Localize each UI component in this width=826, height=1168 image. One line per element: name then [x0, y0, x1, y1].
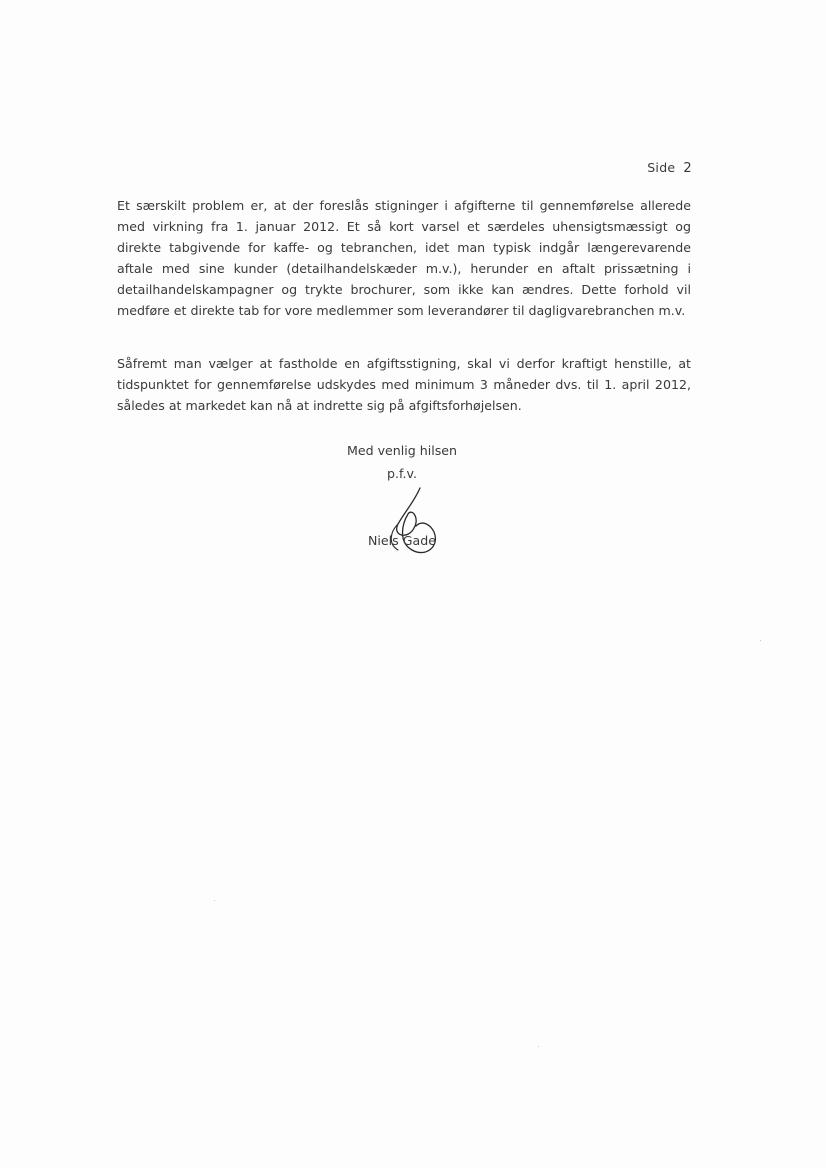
- handwritten-signature: [368, 480, 448, 560]
- scan-speck: [538, 1046, 539, 1047]
- scan-speck: [760, 640, 761, 641]
- scan-speck: [214, 900, 215, 901]
- page-label: Side: [647, 160, 676, 175]
- on-behalf-label: p.f.v.: [387, 466, 417, 481]
- page-number: 2: [683, 161, 692, 176]
- page-number-header: [600, 160, 692, 176]
- closing-greeting: Med venlig hilsen: [346, 443, 458, 458]
- paragraph-1: Et særskilt problem er, at der foreslås stigninger i afgifterne til gennemførelse allerede med virkning fra 1. januar 2012. Et så kort varsel et særdeles uhensigtsmæssigt og direkte tabgivende for kaffe- og tebranchen, idet man typisk indgår længerevarende aftale med sine kunder (detailhandelskæder m.v.), herunder en aftalt prissætning i detailhandelskampagner og trykte brochurer, som ikke kan ændres. Dette forhold vil medføre et direkte tab for vore medlemmer som leverandører til dagligvarebranchen m.v.: [117, 198, 691, 318]
- signer-name: Niels Gade: [368, 533, 436, 548]
- paragraph-2: Såfremt man vælger at fastholde en afgiftsstigning, skal vi derfor kraftigt henstille, at tidspunktet for gennemførelse udskydes med minimum 3 måneder dvs. til 1. april 2012, således at markedet kan nå at indrette sig på afgiftsforhøjelsen.: [117, 356, 691, 413]
